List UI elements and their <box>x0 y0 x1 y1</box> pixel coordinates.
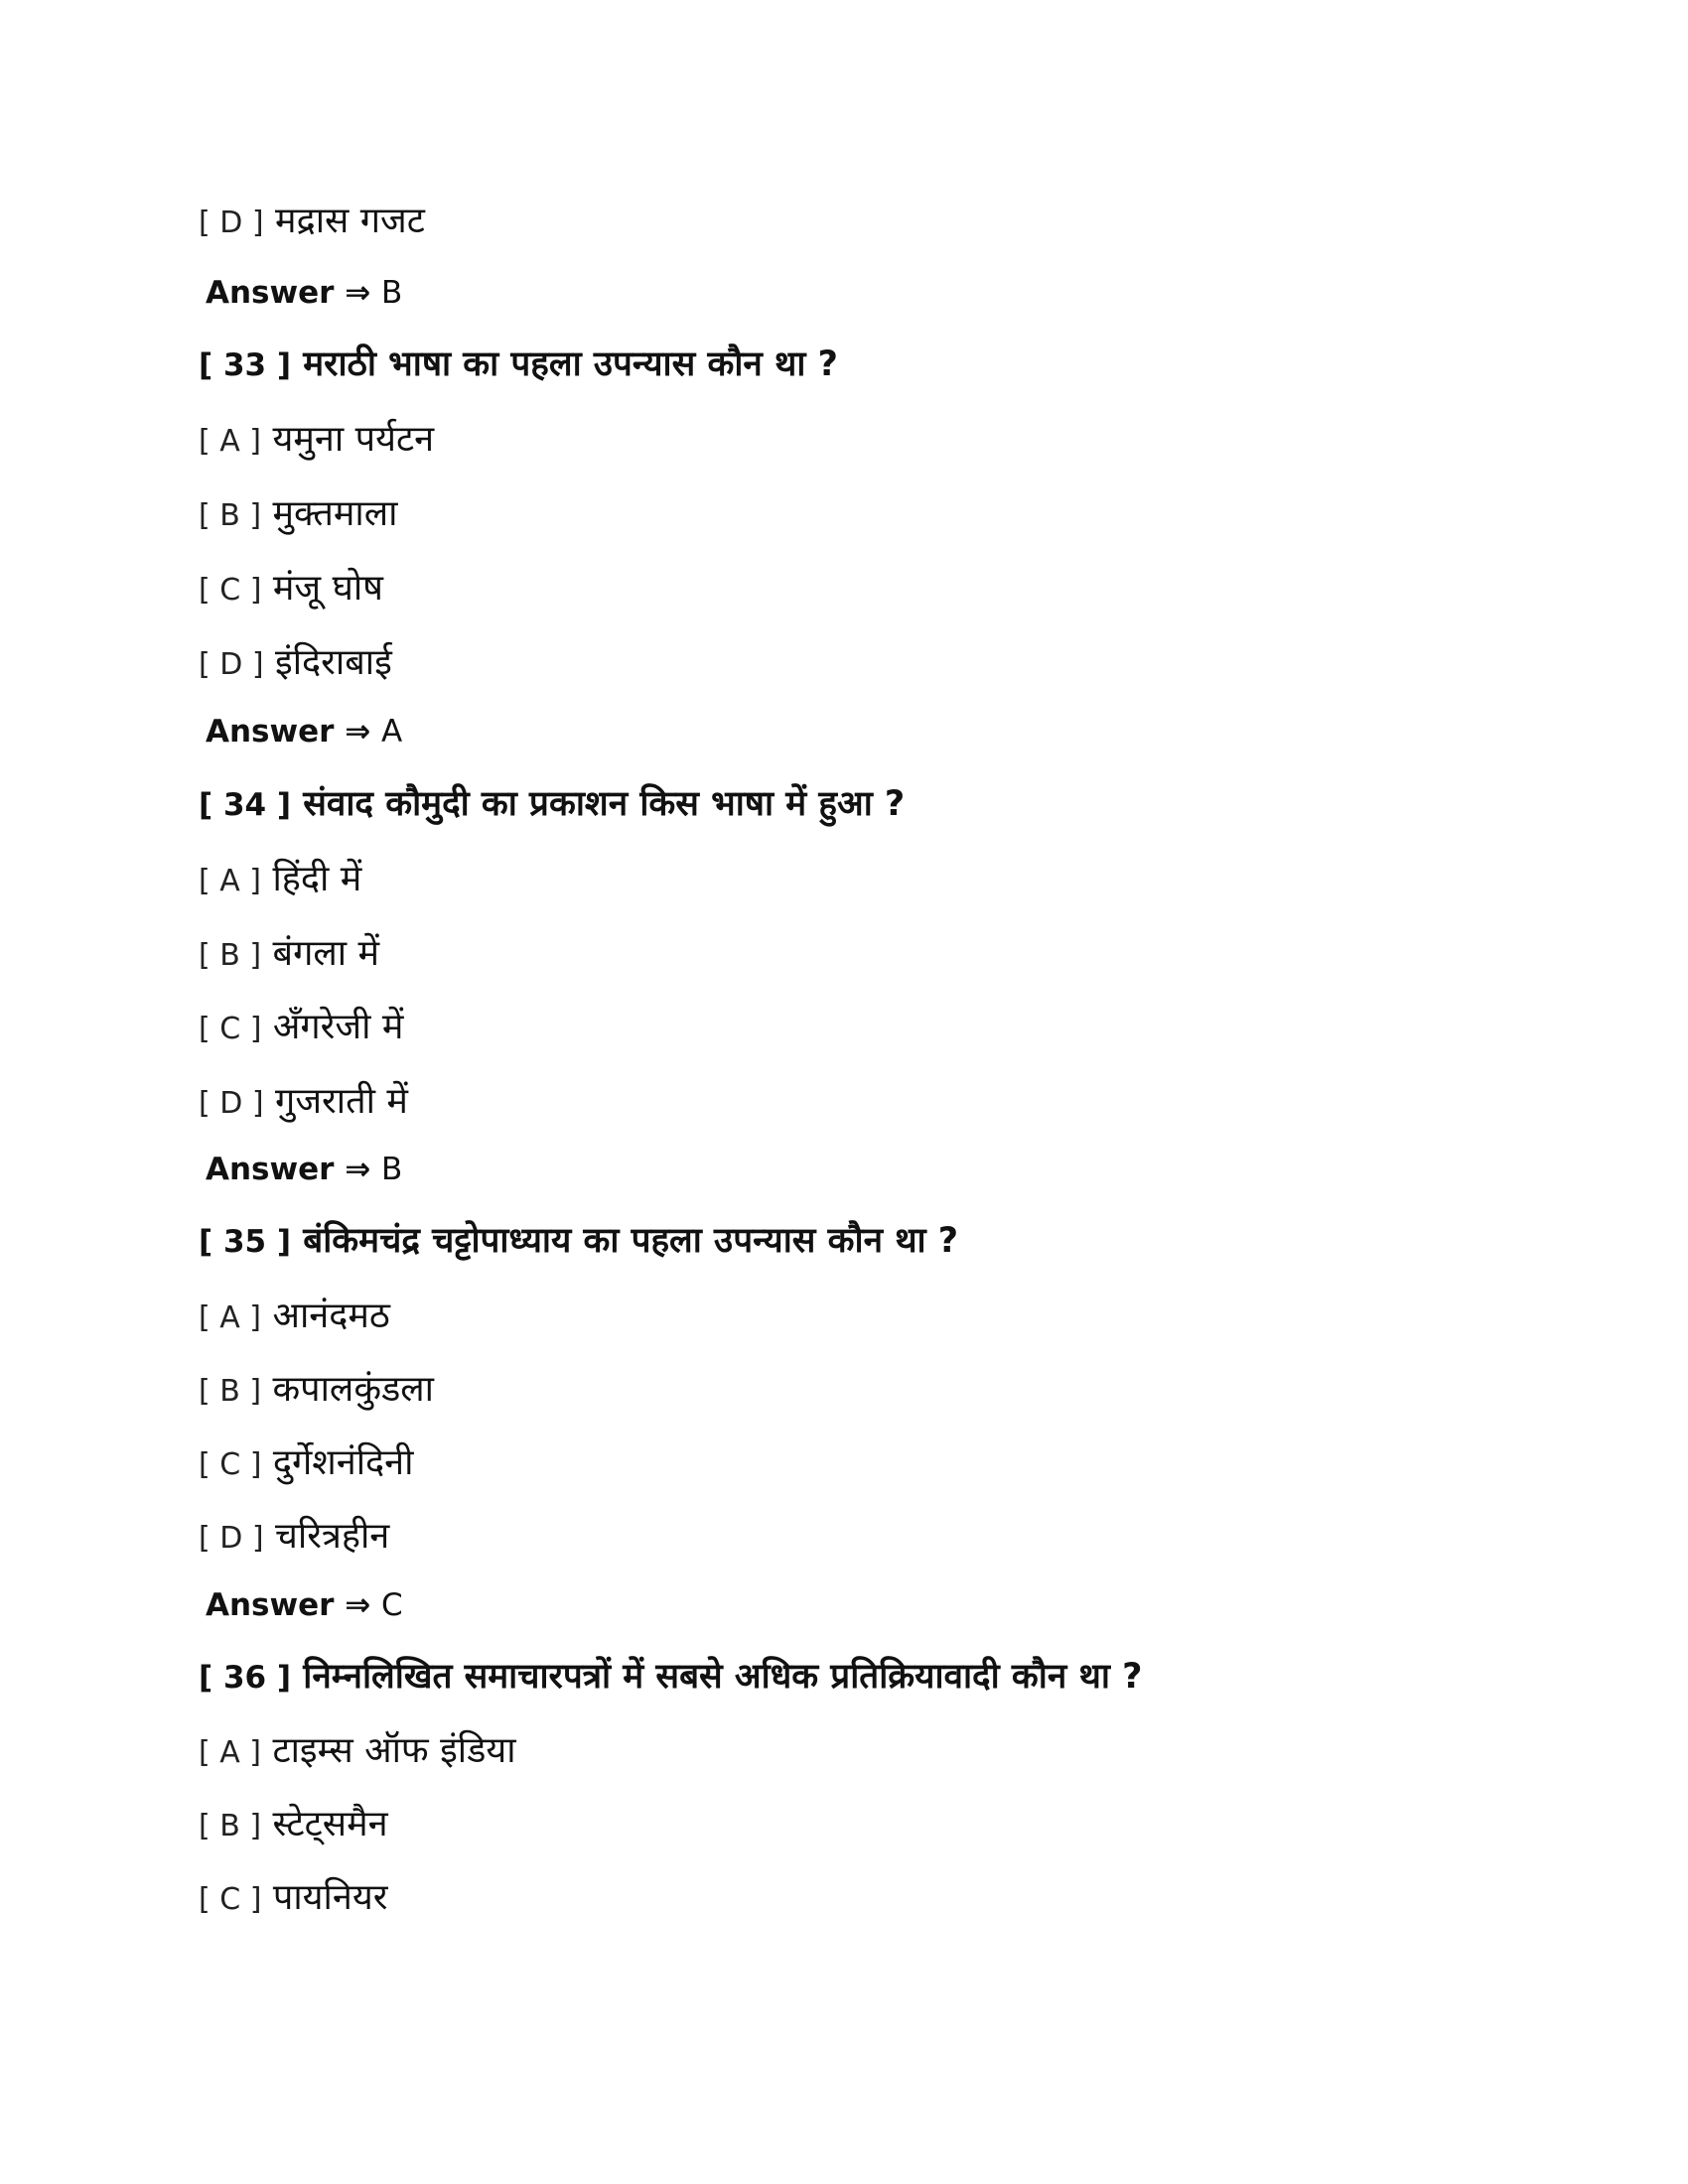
option-tag: [ C ] <box>199 1447 262 1482</box>
option-text: आनंदमठ <box>272 1296 390 1336</box>
option-line <box>199 1804 388 1844</box>
question-line <box>199 1657 1143 1697</box>
option-tag: [ D ] <box>199 1086 264 1121</box>
option-tag: [ A ] <box>199 1300 262 1335</box>
option-text: बंगला में <box>272 933 380 974</box>
option-text: हिंदी में <box>272 859 362 899</box>
option-line <box>199 1730 516 1771</box>
answer-label: Answer ⇒ <box>206 275 371 311</box>
question-line <box>199 1221 959 1261</box>
option-text: पायनियर <box>272 1877 388 1918</box>
answer-value: B <box>381 1152 403 1187</box>
option-text: कपालकुंडला <box>272 1369 434 1410</box>
option-line <box>199 201 425 241</box>
option-tag: [ A ] <box>199 864 262 898</box>
option-text: मद्रास गजट <box>275 201 425 241</box>
question-line <box>199 344 838 384</box>
option-line <box>199 859 362 899</box>
option-line <box>199 1442 414 1483</box>
question-text: निम्नलिखित समाचारपत्रों में सबसे अधिक प्रतिक्रियावादी कौन था ? <box>303 1657 1143 1697</box>
option-tag: [ A ] <box>199 424 262 459</box>
option-tag: [ D ] <box>199 205 264 240</box>
option-text: टाइम्स ऑफ इंडिया <box>272 1730 516 1771</box>
answer-line <box>206 1587 403 1623</box>
answer-line <box>206 714 403 750</box>
option-line <box>199 642 392 683</box>
question-line <box>199 784 906 824</box>
option-line <box>199 1298 390 1334</box>
option-tag: [ B ] <box>199 938 262 973</box>
option-text: अँगरेजी में <box>272 1007 404 1047</box>
option-line <box>199 493 398 534</box>
option-tag: [ B ] <box>199 498 262 533</box>
answer-line <box>206 275 403 311</box>
option-line <box>199 419 435 460</box>
option-line <box>199 933 380 974</box>
option-tag: [ C ] <box>199 1012 262 1046</box>
question-number: [ 35 ] <box>199 1224 292 1260</box>
option-line <box>199 1516 390 1557</box>
option-text: इंदिराबाई <box>275 642 392 683</box>
question-text: बंकिमचंद्र चट्टोपाध्याय का पहला उपन्यास कौन था ? <box>303 1221 959 1261</box>
question-text: संवाद कौमुदी का प्रकाशन किस भाषा में हुआ ? <box>303 784 906 824</box>
option-text: मंजू घोष <box>272 568 383 609</box>
option-tag: [ C ] <box>199 573 262 608</box>
question-number: [ 34 ] <box>199 787 292 823</box>
answer-label: Answer ⇒ <box>206 1152 371 1187</box>
option-line <box>199 1877 388 1918</box>
option-text: दुर्गेशनंदिनी <box>272 1442 414 1483</box>
answer-label: Answer ⇒ <box>206 1587 371 1623</box>
option-tag: [ A ] <box>199 1735 262 1770</box>
option-tag: [ B ] <box>199 1374 262 1409</box>
option-line <box>199 1007 404 1047</box>
question-number: [ 33 ] <box>199 347 292 383</box>
answer-value: C <box>381 1587 403 1623</box>
option-text: स्टेट्समैन <box>272 1804 388 1844</box>
question-text: मराठी भाषा का पहला उपन्यास कौन था ? <box>303 344 838 384</box>
option-text: गुजराती में <box>275 1081 408 1122</box>
option-tag: [ B ] <box>199 1809 262 1843</box>
option-tag: [ D ] <box>199 647 264 682</box>
option-tag: [ D ] <box>199 1521 264 1556</box>
option-tag: [ C ] <box>199 1882 262 1917</box>
option-line <box>199 1081 408 1122</box>
answer-value: B <box>381 275 403 311</box>
answer-line <box>206 1152 403 1187</box>
answer-label: Answer ⇒ <box>206 714 371 750</box>
option-text: मुक्तमाला <box>272 493 398 534</box>
option-line <box>199 568 383 609</box>
option-text: यमुना पर्यटन <box>272 419 435 460</box>
answer-value: A <box>381 714 403 750</box>
option-text: चरित्रहीन <box>275 1516 390 1557</box>
question-number: [ 36 ] <box>199 1660 292 1696</box>
option-line <box>199 1369 434 1410</box>
